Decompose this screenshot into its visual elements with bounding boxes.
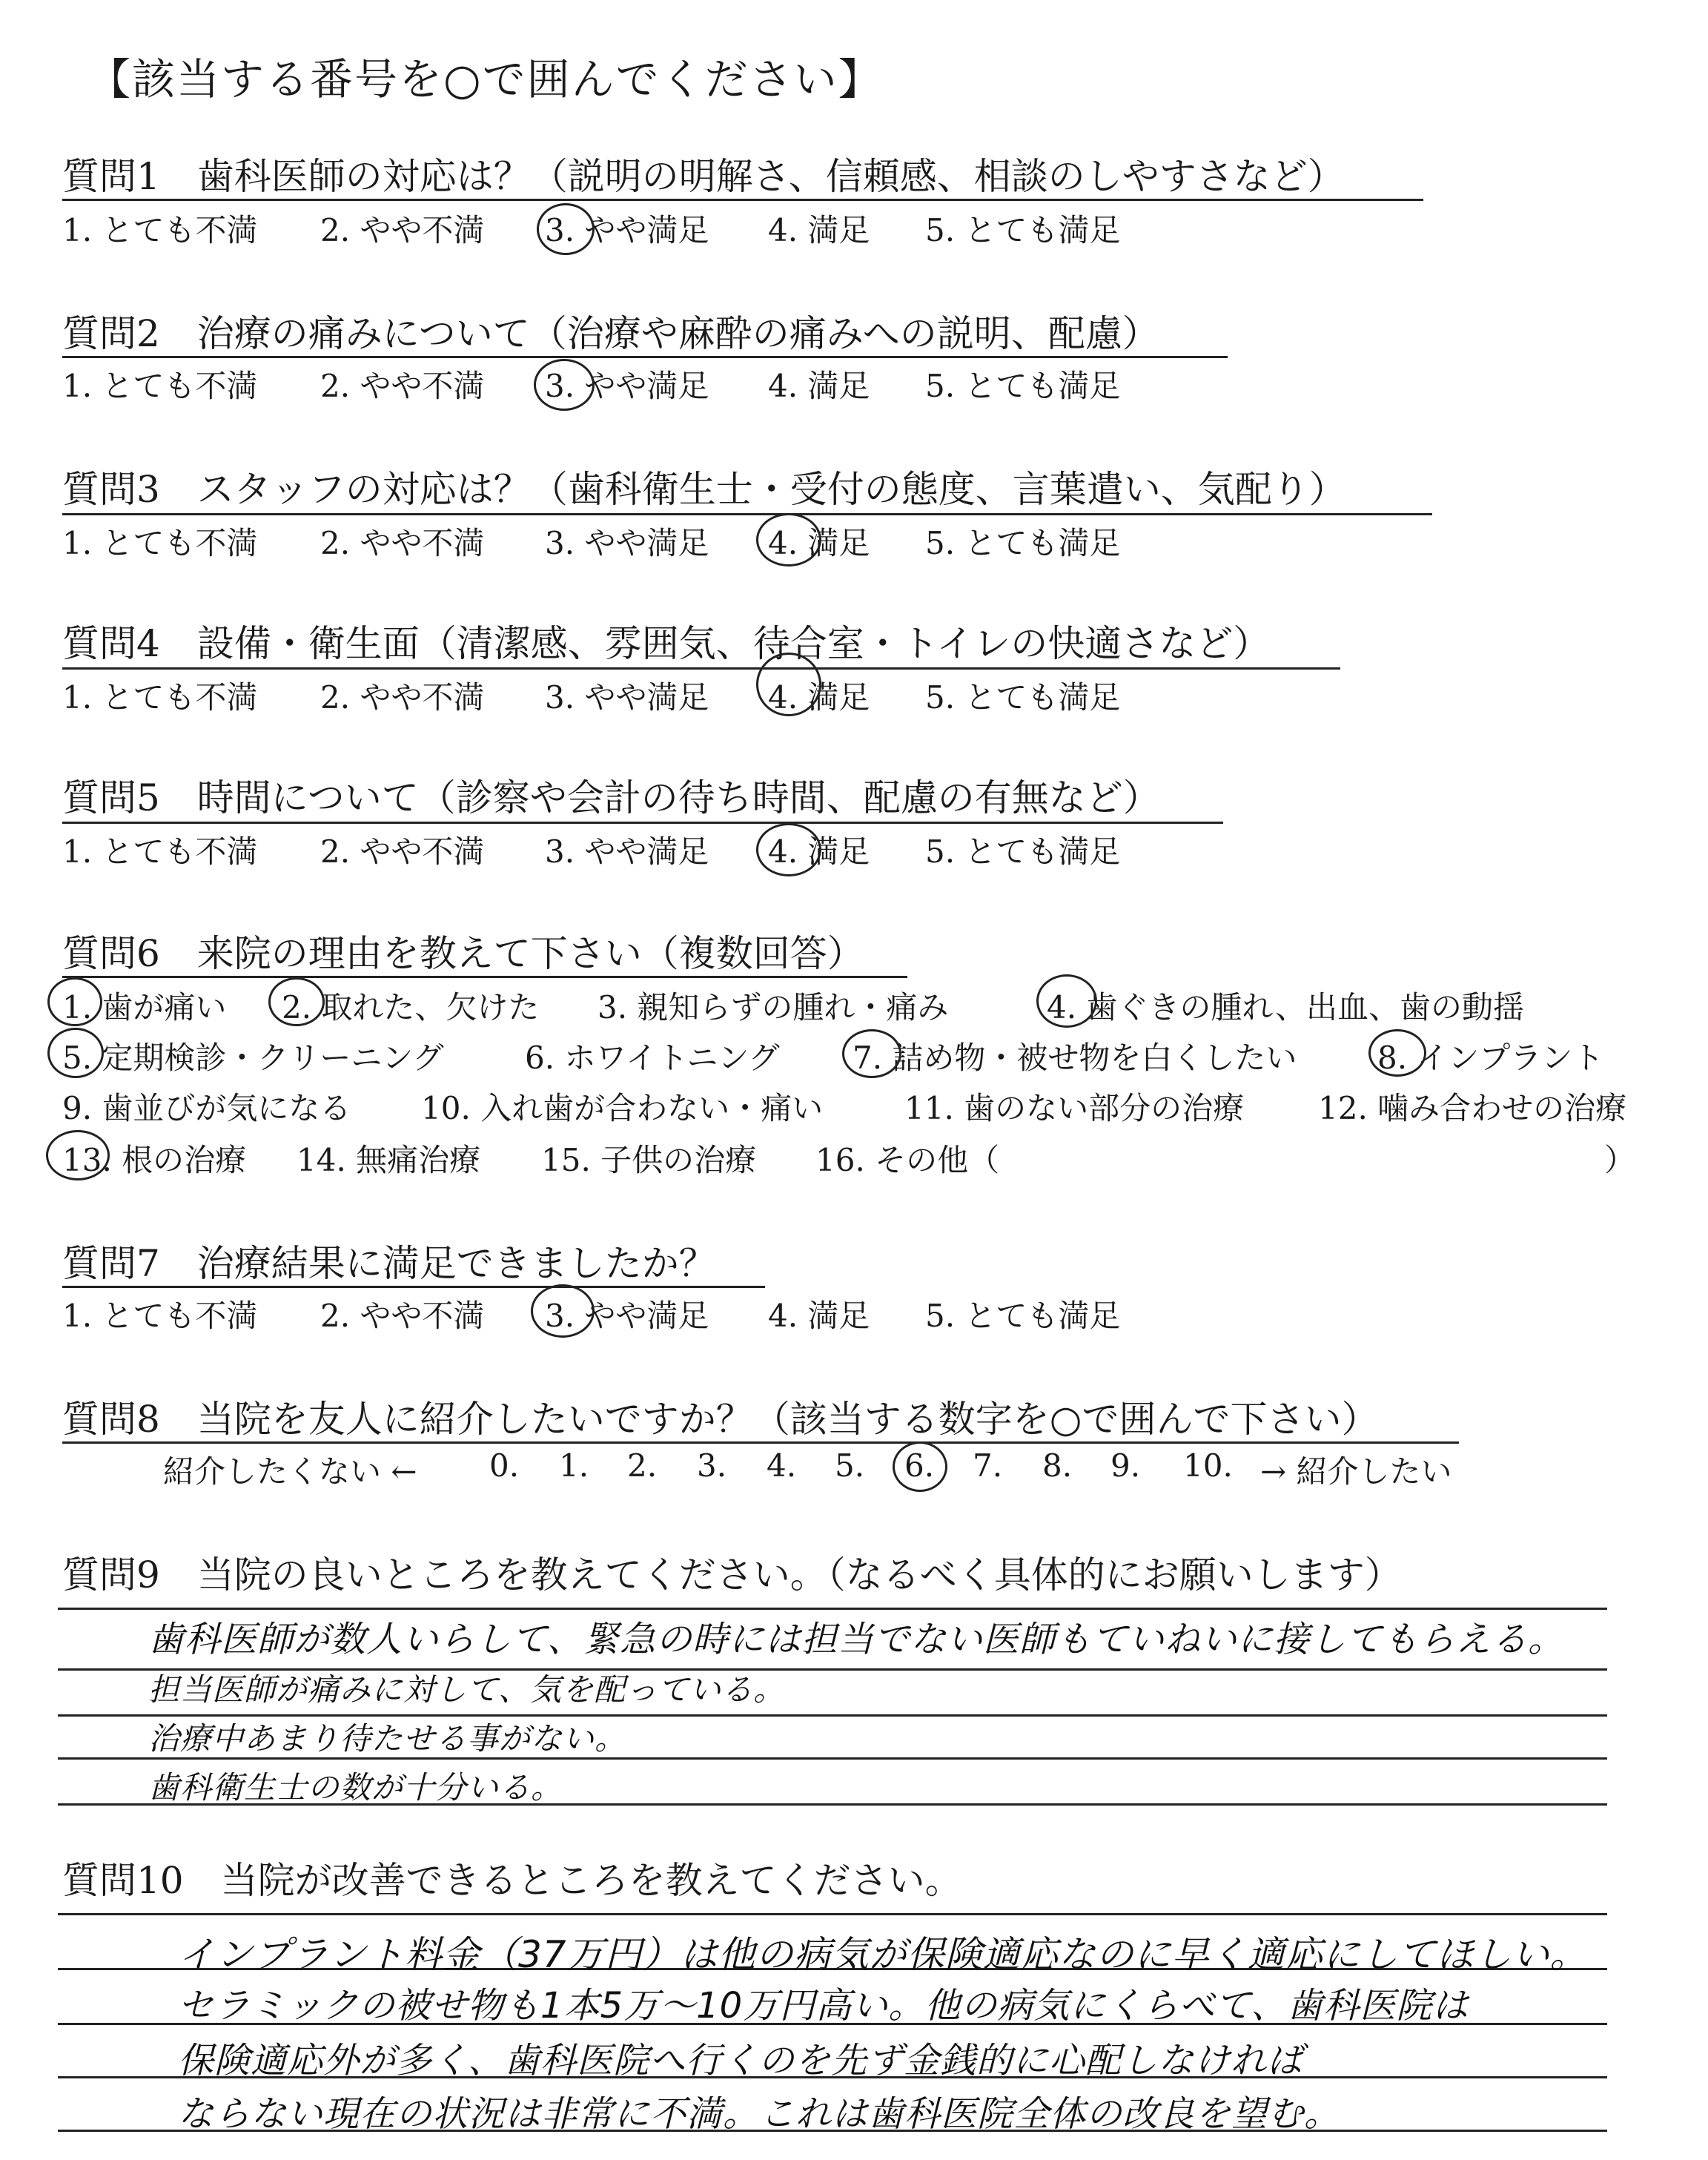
question-1-title: 質問1 歯科医師の対応は？（説明の明解さ、信頼感、相談のしやすさなど） — [62, 155, 1345, 198]
q6-option-10[interactable]: 10. 入れ歯が合わない・痛い — [421, 1090, 824, 1126]
q10-answer-line-1: インプラント料金（37万円）は他の病気が保険適応なのに早く適応にしてほしい。 — [178, 1933, 1588, 1976]
question-6-options — [0, 980, 1708, 1203]
question-7-options — [0, 1292, 1708, 1336]
q8-number-5[interactable]: 5. — [835, 1447, 865, 1484]
q8-number-0[interactable]: 0. — [489, 1447, 520, 1484]
q2-option-4[interactable]: 4. 満足 — [768, 368, 870, 404]
q6-option-6[interactable]: 6. ホワイトニング — [525, 1040, 780, 1076]
q2-option-1[interactable]: 1. とても不満 — [62, 368, 258, 404]
q6-option-3[interactable]: 3. 親知らずの腫れ・痛み — [598, 989, 949, 1025]
q9-answer-line-3: 治療中あまり待たせる事がない。 — [148, 1720, 627, 1757]
q6-circle-13 — [46, 1130, 110, 1180]
question-2-options — [0, 362, 1708, 406]
q4-option-4[interactable]: 4. 満足 — [768, 679, 870, 716]
q3-option-4[interactable]: 4. 満足 — [768, 525, 870, 561]
question-3-options — [0, 519, 1708, 564]
q6-option-13[interactable]: 13. 根の治療 — [62, 1142, 247, 1178]
q6-option-5[interactable]: 5. 定期検診・クリーニング — [62, 1040, 444, 1076]
q8-number-9[interactable]: 9. — [1110, 1447, 1141, 1484]
q8-right-label: → 紹介したい — [1260, 1453, 1452, 1490]
question-4-title: 質問4 設備・衛生面（清潔感、雰囲気、待合室・トイレの快適さなど） — [62, 622, 1271, 665]
q6-option-2[interactable]: 2. 取れた、欠けた — [282, 989, 540, 1025]
q2-option-3[interactable]: 3. やや満足 — [545, 368, 709, 404]
q8-number-1[interactable]: 1. — [559, 1447, 589, 1484]
q8-number-8[interactable]: 8. — [1042, 1447, 1073, 1484]
q2-option-2[interactable]: 2. やや不満 — [320, 368, 485, 404]
q3-option-2[interactable]: 2. やや不満 — [320, 525, 485, 561]
question-5-options — [0, 828, 1708, 872]
question-2-underline — [62, 356, 1228, 358]
question-8-title: 質問8 当院を友人に紹介したいですか？（該当する数字を○で囲んで下さい） — [62, 1398, 1379, 1441]
q5-option-2[interactable]: 2. やや不満 — [320, 833, 485, 870]
q6-option-4[interactable]: 4. 歯ぐきの腫れ、出血、歯の動揺 — [1047, 989, 1524, 1025]
question-1-options — [0, 206, 1708, 251]
q6-other-close-paren: ） — [1604, 1142, 1636, 1178]
q1-option-1[interactable]: 1. とても不満 — [62, 212, 258, 248]
question-1-underline — [62, 199, 1423, 201]
q8-selection-circle — [893, 1441, 947, 1492]
q8-number-6[interactable]: 6. — [904, 1447, 935, 1484]
q7-option-1[interactable]: 1. とても不満 — [62, 1298, 258, 1334]
q6-circle-7 — [842, 1029, 901, 1078]
q7-option-5[interactable]: 5. とても満足 — [925, 1298, 1121, 1334]
q1-option-5[interactable]: 5. とても満足 — [925, 212, 1121, 248]
q1-option-4[interactable]: 4. 満足 — [768, 212, 870, 248]
question-10-title: 質問10 当院が改善できるところを教えてください。 — [62, 1859, 962, 1902]
q5-option-3[interactable]: 3. やや満足 — [545, 833, 709, 870]
q8-number-3[interactable]: 3. — [697, 1447, 727, 1484]
question-9-title: 質問9 当院の良いところを教えてください。（なるべく具体的にお願いします） — [62, 1553, 1402, 1596]
q3-option-3[interactable]: 3. やや満足 — [545, 525, 709, 561]
q3-selection-circle — [756, 513, 821, 567]
question-6-title: 質問6 来院の理由を教えて下さい（複数回答） — [62, 932, 864, 975]
q3-option-5[interactable]: 5. とても満足 — [925, 525, 1121, 561]
q6-option-9[interactable]: 9. 歯並びが気になる — [62, 1090, 351, 1126]
question-3-title: 質問3 スタッフの対応は？（歯科衛生士・受付の態度、言葉遣い、気配り） — [62, 468, 1346, 511]
q1-option-3[interactable]: 3. やや満足 — [545, 212, 709, 248]
q6-option-11[interactable]: 11. 歯のない部分の治療 — [904, 1090, 1245, 1126]
question-5-underline — [62, 822, 1223, 824]
q6-circle-8 — [1368, 1029, 1426, 1077]
question-7-underline — [62, 1286, 765, 1288]
q10-rule-1 — [58, 1913, 1607, 1915]
q6-option-14[interactable]: 14. 無痛治療 — [297, 1142, 481, 1178]
q6-circle-4 — [1036, 974, 1097, 1028]
q6-option-8[interactable]: 8. インプラント — [1377, 1040, 1604, 1076]
q9-answer-line-2: 担当医師が痛みに対して、気を配っている。 — [148, 1671, 786, 1708]
q1-option-2[interactable]: 2. やや不満 — [320, 212, 485, 248]
q7-selection-circle — [531, 1284, 595, 1338]
q4-option-5[interactable]: 5. とても満足 — [925, 679, 1121, 716]
question-5-title: 質問5 時間について（診察や会計の待ち時間、配慮の有無など） — [62, 776, 1160, 819]
q6-circle-1 — [47, 977, 102, 1026]
q5-option-4[interactable]: 4. 満足 — [768, 833, 870, 870]
question-2-title: 質問2 治療の痛みについて（治療や麻酔の痛みへの説明、配慮） — [62, 312, 1159, 355]
q4-option-2[interactable]: 2. やや不満 — [320, 679, 485, 716]
question-3-underline — [62, 513, 1432, 515]
q6-circle-5 — [47, 1028, 104, 1078]
q8-number-10[interactable]: 10. — [1183, 1447, 1233, 1484]
q10-answer-line-2: セラミックの被せ物も1本5万〜10万円高い。他の病気にくらべて、歯科医院は — [178, 1985, 1469, 2027]
question-4-options — [0, 673, 1708, 718]
q3-option-1[interactable]: 1. とても不満 — [62, 525, 258, 561]
question-8-underline — [62, 1441, 1459, 1444]
q5-selection-circle — [756, 823, 821, 876]
q1-selection-circle — [537, 203, 595, 255]
q7-option-4[interactable]: 4. 満足 — [768, 1298, 870, 1334]
q7-option-3[interactable]: 3. やや満足 — [545, 1298, 709, 1334]
question-7-title: 質問7 治療結果に満足できましたか？ — [62, 1242, 716, 1285]
q5-option-1[interactable]: 1. とても不満 — [62, 833, 258, 870]
q9-answer-line-1: 歯科医師が数人いらして、緊急の時には担当でない医師もていねいに接してもらえる。 — [148, 1619, 1565, 1660]
q2-option-5[interactable]: 5. とても満足 — [925, 368, 1121, 404]
q5-option-5[interactable]: 5. とても満足 — [925, 833, 1121, 870]
q8-number-4[interactable]: 4. — [767, 1447, 797, 1484]
question-6-underline — [62, 976, 907, 978]
q8-number-2[interactable]: 2. — [627, 1447, 658, 1484]
q2-selection-circle — [534, 359, 595, 411]
q8-left-label: 紹介したくない ← — [163, 1453, 417, 1490]
q8-number-7[interactable]: 7. — [973, 1447, 1003, 1484]
q6-option-15[interactable]: 15. 子供の治療 — [541, 1142, 757, 1178]
q9-rule-1 — [58, 1608, 1607, 1610]
q6-circle-2 — [268, 977, 325, 1026]
q10-answer-line-3: 保険適応外が多く、歯科医院へ行くのを先ず金銭的に心配しなければ — [178, 2040, 1304, 2081]
question-4-underline — [62, 667, 1340, 670]
q4-selection-circle — [756, 653, 821, 716]
q10-answer-line-4: ならない現在の状況は非常に不満。これは歯科医院全体の改良を望む。 — [178, 2093, 1341, 2135]
q6-option-16[interactable]: 16. その他（ — [815, 1142, 1000, 1178]
q4-option-3[interactable]: 3. やや満足 — [545, 679, 709, 716]
q7-option-2[interactable]: 2. やや不満 — [320, 1298, 485, 1334]
form-heading: 【該当する番号を○で囲んでください】 — [87, 54, 883, 105]
q9-answer-line-4: 歯科衛生士の数が十分いる。 — [148, 1769, 563, 1806]
question-8-scale — [0, 1447, 1708, 1492]
q4-option-1[interactable]: 1. とても不満 — [62, 679, 258, 716]
q6-option-12[interactable]: 12. 噛み合わせの治療 — [1318, 1090, 1627, 1126]
q6-option-1[interactable]: 1. 歯が痛い — [62, 989, 227, 1025]
q6-option-7[interactable]: 7. 詰め物・被せ物を白くしたい — [853, 1040, 1297, 1076]
